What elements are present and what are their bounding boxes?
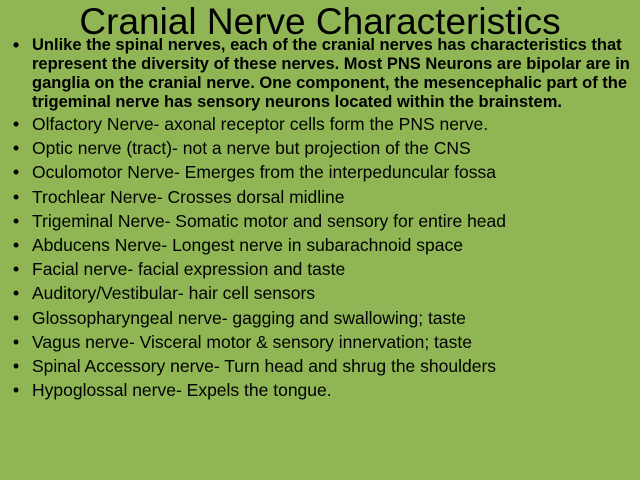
- bullet-icon: •: [12, 138, 20, 159]
- list-item: [8, 112, 636, 136]
- bullet-icon: •: [12, 283, 20, 304]
- list-item: [8, 136, 636, 160]
- list-item: [8, 160, 636, 184]
- list-item: [8, 378, 636, 402]
- slide-title: Cranial Nerve Characteristics: [79, 1, 561, 42]
- bullet-list: [8, 36, 636, 402]
- list-item: [8, 185, 636, 209]
- bullet-icon: •: [12, 210, 20, 231]
- list-item: [8, 306, 636, 330]
- bullet-icon: •: [12, 380, 20, 401]
- item-oculomotor: Oculomotor Nerve- Emerges from the interpeduncular fossa: [32, 162, 496, 183]
- bullet-icon: •: [12, 331, 20, 352]
- item-abducens: Abducens Nerve- Longest nerve in subarachnoid space: [32, 235, 463, 256]
- bullet-icon: •: [12, 356, 20, 377]
- item-trochlear: Trochlear Nerve- Crosses dorsal midline: [32, 186, 345, 207]
- item-spinal-accessory: Spinal Accessory nerve- Turn head and shrug the shoulders: [32, 356, 497, 377]
- intro-text: Unlike the spinal nerves, each of the cranial nerves has characteristics that represent the diversity of these nerves. Most PNS Neurons are bipolar are in ganglia on the cranial nerve. One component, the mesencephalic part of the trigeminal nerve has sensory neurons located within the brainstem.: [32, 36, 630, 111]
- bullet-icon: •: [12, 235, 20, 256]
- intro-bullet: [8, 36, 636, 112]
- item-optic: Optic nerve (tract)- not a nerve but projection of the CNS: [32, 138, 471, 159]
- item-auditory-vestibular: Auditory/Vestibular- hair cell sensors: [32, 283, 316, 304]
- list-item: [8, 233, 636, 257]
- item-glossopharyngeal: Glossopharyngeal nerve- gagging and swallowing; taste: [32, 307, 466, 328]
- item-hypoglossal: Hypoglossal nerve- Expels the tongue.: [32, 380, 332, 401]
- list-item: [8, 257, 636, 281]
- bullet-icon: •: [12, 259, 20, 280]
- item-facial: Facial nerve- facial expression and taste: [32, 259, 346, 280]
- bullet-icon: •: [12, 162, 20, 183]
- item-trigeminal: Trigeminal Nerve- Somatic motor and sensory for entire head: [32, 210, 506, 231]
- list-item: [8, 330, 636, 354]
- list-item: [8, 354, 636, 378]
- list-item: [8, 209, 636, 233]
- item-vagus: Vagus nerve- Visceral motor & sensory innervation; taste: [32, 331, 472, 352]
- bullet-icon: •: [12, 186, 20, 207]
- bullet-icon: •: [12, 35, 20, 55]
- bullet-icon: •: [12, 307, 20, 328]
- item-olfactory: Olfactory Nerve- axonal receptor cells form the PNS nerve.: [32, 114, 489, 134]
- bullet-icon: •: [12, 114, 20, 134]
- list-item: [8, 281, 636, 305]
